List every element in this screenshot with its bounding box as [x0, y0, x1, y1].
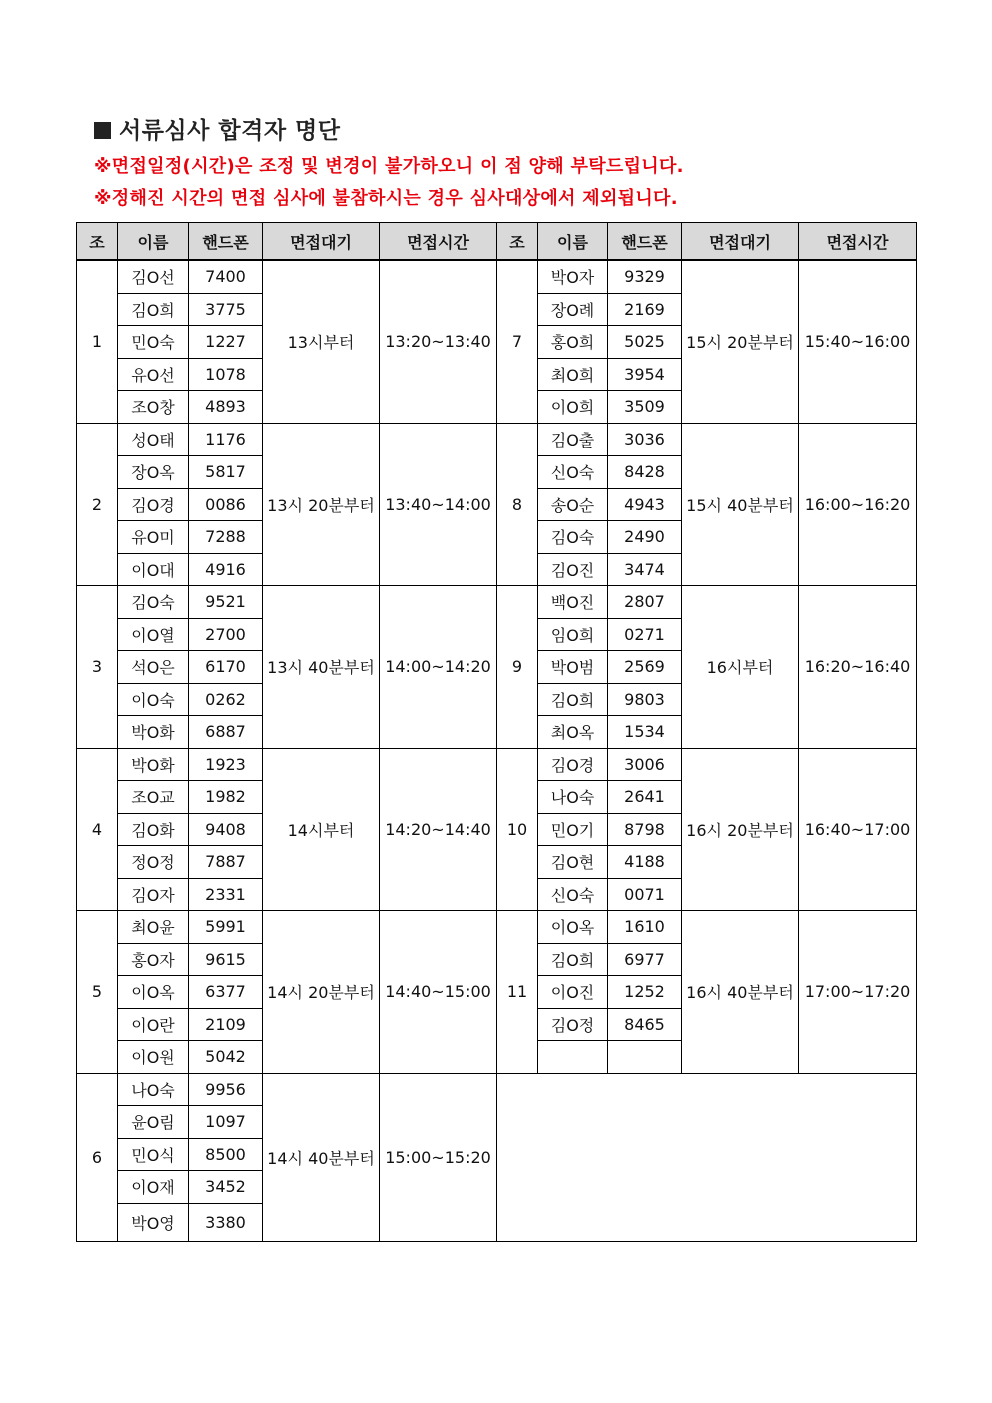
- member-name: 김O희: [538, 683, 608, 716]
- member-phone: 7288: [189, 521, 263, 554]
- header-time: 면접시간: [380, 223, 497, 261]
- group-number: 1: [77, 260, 118, 423]
- member-name: 김O진: [538, 553, 608, 586]
- table-row: [77, 586, 917, 619]
- interview-time: 14:00~14:20: [380, 586, 497, 749]
- interview-time: 15:40~16:00: [799, 260, 917, 423]
- member-name: 김O화: [118, 813, 189, 846]
- group-number: 2: [77, 423, 118, 586]
- wait-time: 13시부터: [263, 260, 380, 423]
- member-name: 민O기: [538, 813, 608, 846]
- notice-schedule-fixed: ※면접일정(시간)은 조정 및 변경이 불가하오니 이 점 양해 부탁드립니다.: [94, 156, 684, 177]
- member-name: 성O태: [118, 423, 189, 456]
- member-name: 정O정: [118, 846, 189, 879]
- member-name: 최O옥: [538, 716, 608, 749]
- member-name: 조O교: [118, 781, 189, 814]
- header-name: 이름: [118, 223, 189, 261]
- member-phone: [608, 1041, 682, 1074]
- member-name: 윤O림: [118, 1106, 189, 1139]
- member-phone: 5817: [189, 456, 263, 489]
- member-name: 신O숙: [538, 878, 608, 911]
- member-phone: 3474: [608, 553, 682, 586]
- member-phone: 2169: [608, 293, 682, 326]
- member-phone: 9615: [189, 943, 263, 976]
- member-name: 이O옥: [538, 911, 608, 944]
- member-name: 이O희: [538, 391, 608, 424]
- member-name: 신O숙: [538, 456, 608, 489]
- member-phone: 7400: [189, 260, 263, 293]
- table-row: [77, 260, 917, 293]
- member-name: 석O은: [118, 651, 189, 684]
- member-name: 최O윤: [118, 911, 189, 944]
- wait-time: 16시 20분부터: [682, 748, 799, 911]
- member-name: 박O화: [118, 716, 189, 749]
- member-phone: 9803: [608, 683, 682, 716]
- member-phone: 9956: [189, 1073, 263, 1106]
- member-name: 김O희: [118, 293, 189, 326]
- member-name: 민O식: [118, 1138, 189, 1171]
- member-name: 이O대: [118, 553, 189, 586]
- member-name: 조O창: [118, 391, 189, 424]
- wait-time: 14시부터: [263, 748, 380, 911]
- empty-block: [497, 1073, 917, 1241]
- member-phone: 3775: [189, 293, 263, 326]
- member-phone: 7887: [189, 846, 263, 879]
- member-phone: 1078: [189, 358, 263, 391]
- member-phone: 5025: [608, 326, 682, 359]
- table-row: [77, 423, 917, 456]
- group-number: 7: [497, 260, 538, 423]
- member-name: 이O재: [118, 1171, 189, 1204]
- member-phone: 2490: [608, 521, 682, 554]
- member-phone: 3036: [608, 423, 682, 456]
- interview-time: 16:20~16:40: [799, 586, 917, 749]
- group-number: 3: [77, 586, 118, 749]
- member-name: 민O숙: [118, 326, 189, 359]
- member-name: 김O숙: [538, 521, 608, 554]
- member-phone: 1176: [189, 423, 263, 456]
- member-phone: 1982: [189, 781, 263, 814]
- member-name: 나O숙: [118, 1073, 189, 1106]
- member-name: 박O범: [538, 651, 608, 684]
- interview-time: 14:40~15:00: [380, 911, 497, 1074]
- black-square-icon: [94, 122, 111, 139]
- member-name: 나O숙: [538, 781, 608, 814]
- member-phone: 1534: [608, 716, 682, 749]
- member-name: 최O희: [538, 358, 608, 391]
- member-phone: 0071: [608, 878, 682, 911]
- table-header-row: [77, 223, 917, 261]
- header-name: 이름: [538, 223, 608, 261]
- member-name: 이O옥: [118, 976, 189, 1009]
- member-name: 임O희: [538, 618, 608, 651]
- member-phone: 1227: [189, 326, 263, 359]
- member-phone: 3954: [608, 358, 682, 391]
- wait-time: 13시 20분부터: [263, 423, 380, 586]
- header-time: 면접시간: [799, 223, 917, 261]
- interview-time: 14:20~14:40: [380, 748, 497, 911]
- notice-absence-excluded: ※정해진 시간의 면접 심사에 불참하시는 경우 심사대상에서 제외됩니다.: [94, 188, 678, 209]
- member-name: 이O열: [118, 618, 189, 651]
- member-name: 유O미: [118, 521, 189, 554]
- header-group: 조: [77, 223, 118, 261]
- member-phone: 1610: [608, 911, 682, 944]
- member-name: 이O란: [118, 1008, 189, 1041]
- wait-time: 15시 20분부터: [682, 260, 799, 423]
- member-name: 김O현: [538, 846, 608, 879]
- table-body: [77, 260, 917, 1241]
- member-phone: 0271: [608, 618, 682, 651]
- group-number: 6: [77, 1073, 118, 1241]
- interview-time: 17:00~17:20: [799, 911, 917, 1074]
- group-number: 8: [497, 423, 538, 586]
- member-name: 이O숙: [118, 683, 189, 716]
- table-row: [77, 911, 917, 944]
- member-name: 이O원: [118, 1041, 189, 1074]
- member-phone: 4916: [189, 553, 263, 586]
- member-phone: 9521: [189, 586, 263, 619]
- member-name: 장O례: [538, 293, 608, 326]
- member-phone: 4188: [608, 846, 682, 879]
- member-name: 김O정: [538, 1008, 608, 1041]
- group-number: 10: [497, 748, 538, 911]
- header-wait: 면접대기: [263, 223, 380, 261]
- wait-time: 14시 40분부터: [263, 1073, 380, 1241]
- member-name: 박O영: [118, 1203, 189, 1241]
- wait-time: 16시 40분부터: [682, 911, 799, 1074]
- member-name: 김O자: [118, 878, 189, 911]
- interview-time: 13:40~14:00: [380, 423, 497, 586]
- interview-time: 16:40~17:00: [799, 748, 917, 911]
- interview-time: 16:00~16:20: [799, 423, 917, 586]
- member-name: 김O경: [118, 488, 189, 521]
- member-phone: 2331: [189, 878, 263, 911]
- member-phone: 8465: [608, 1008, 682, 1041]
- table-row: [77, 748, 917, 781]
- header-wait: 면접대기: [682, 223, 799, 261]
- interview-time: 15:00~15:20: [380, 1073, 497, 1241]
- page-title-text: 서류심사 합격자 명단: [119, 118, 341, 144]
- member-phone: 2807: [608, 586, 682, 619]
- page-title: [94, 112, 340, 145]
- member-phone: 3509: [608, 391, 682, 424]
- member-name: 박O자: [538, 260, 608, 293]
- member-phone: 0086: [189, 488, 263, 521]
- member-name: 홍O자: [118, 943, 189, 976]
- header-phone: 핸드폰: [189, 223, 263, 261]
- member-phone: 2109: [189, 1008, 263, 1041]
- member-phone: 8798: [608, 813, 682, 846]
- member-name: 김O희: [538, 943, 608, 976]
- member-phone: 2569: [608, 651, 682, 684]
- wait-time: 13시 40분부터: [263, 586, 380, 749]
- member-phone: 3452: [189, 1171, 263, 1204]
- member-phone: 6887: [189, 716, 263, 749]
- member-phone: 9329: [608, 260, 682, 293]
- member-phone: 8428: [608, 456, 682, 489]
- member-phone: 3006: [608, 748, 682, 781]
- member-phone: 1252: [608, 976, 682, 1009]
- member-name: [538, 1041, 608, 1074]
- member-name: 박O화: [118, 748, 189, 781]
- member-phone: 4893: [189, 391, 263, 424]
- member-name: 김O경: [538, 748, 608, 781]
- member-phone: 6170: [189, 651, 263, 684]
- member-name: 송O순: [538, 488, 608, 521]
- member-phone: 0262: [189, 683, 263, 716]
- member-phone: 5042: [189, 1041, 263, 1074]
- wait-time: 15시 40분부터: [682, 423, 799, 586]
- member-name: 홍O희: [538, 326, 608, 359]
- member-phone: 1923: [189, 748, 263, 781]
- member-name: 이O진: [538, 976, 608, 1009]
- member-phone: 1097: [189, 1106, 263, 1139]
- member-phone: 6977: [608, 943, 682, 976]
- table-row: [77, 1073, 917, 1106]
- header-phone: 핸드폰: [608, 223, 682, 261]
- wait-time: 16시부터: [682, 586, 799, 749]
- member-phone: 3380: [189, 1203, 263, 1241]
- member-name: 김O숙: [118, 586, 189, 619]
- interview-schedule-table: [76, 222, 917, 1242]
- group-number: 4: [77, 748, 118, 911]
- interview-time: 13:20~13:40: [380, 260, 497, 423]
- group-number: 9: [497, 586, 538, 749]
- member-phone: 2700: [189, 618, 263, 651]
- member-phone: 4943: [608, 488, 682, 521]
- member-name: 유O선: [118, 358, 189, 391]
- member-phone: 2641: [608, 781, 682, 814]
- member-name: 백O진: [538, 586, 608, 619]
- member-phone: 9408: [189, 813, 263, 846]
- member-phone: 6377: [189, 976, 263, 1009]
- member-phone: 5991: [189, 911, 263, 944]
- group-number: 11: [497, 911, 538, 1074]
- group-number: 5: [77, 911, 118, 1074]
- wait-time: 14시 20분부터: [263, 911, 380, 1074]
- member-name: 김O출: [538, 423, 608, 456]
- header-group: 조: [497, 223, 538, 261]
- member-phone: 8500: [189, 1138, 263, 1171]
- member-name: 장O옥: [118, 456, 189, 489]
- member-name: 김O선: [118, 260, 189, 293]
